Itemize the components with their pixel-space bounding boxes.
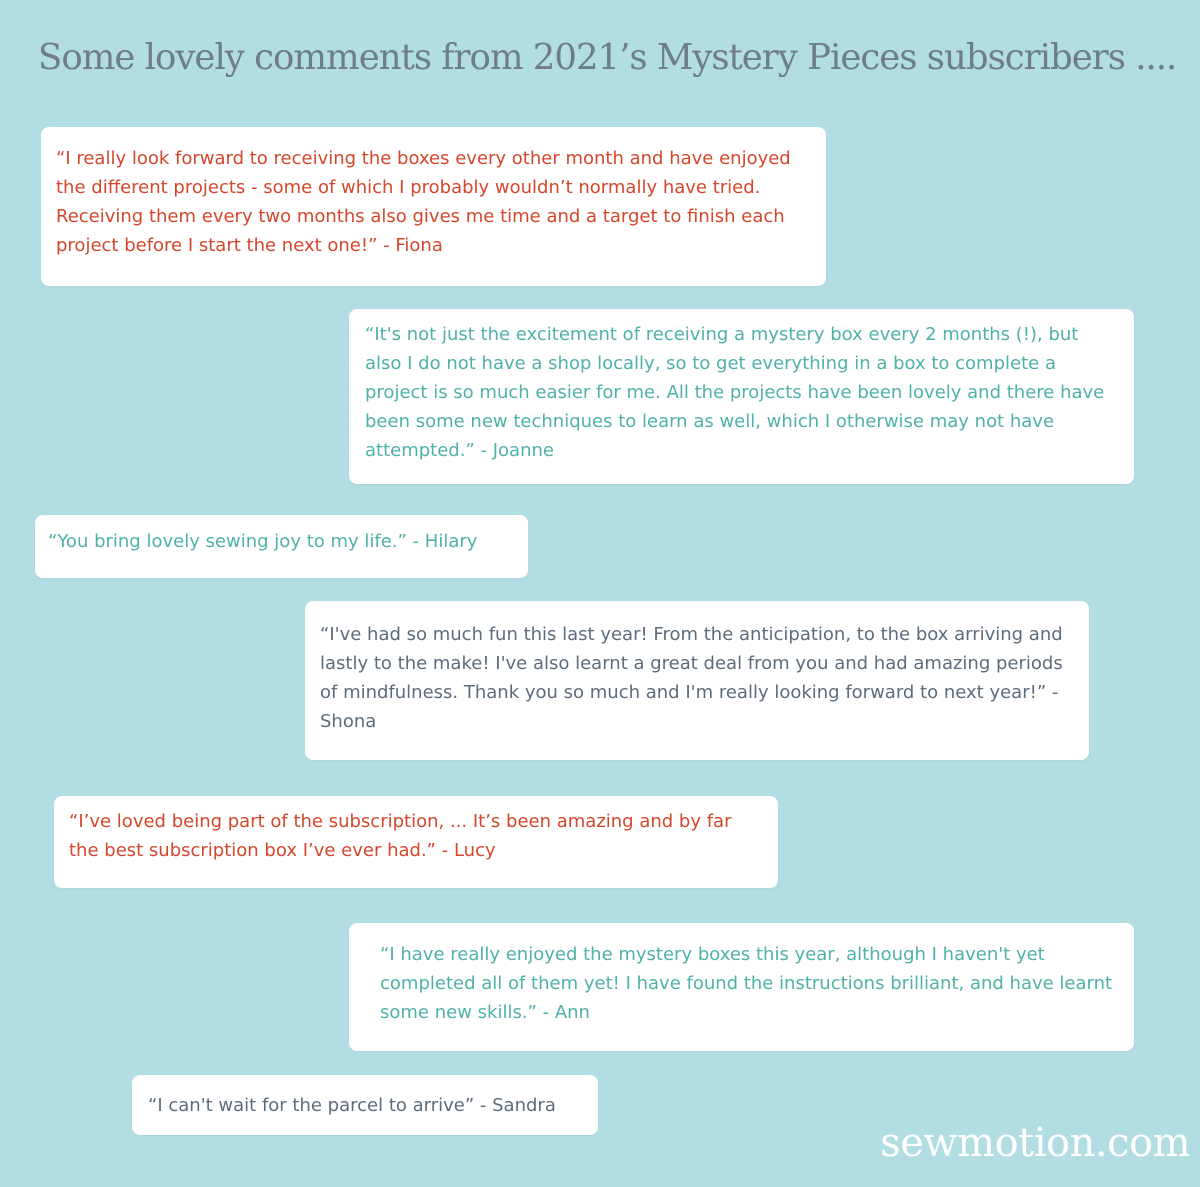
testimonial-quote: “I can't wait for the parcel to arrive” - Sandra bbox=[148, 1095, 556, 1116]
testimonial-card-fiona bbox=[41, 127, 826, 286]
testimonial-quote: “You bring lovely sewing joy to my life.” - Hilary bbox=[48, 531, 478, 552]
testimonial-quote: “I have really enjoyed the mystery boxes this year, although I haven't yet completed all of them yet! I have found the instructions brilliant, and have learnt some new skills.” - Ann bbox=[380, 944, 1113, 1023]
testimonial-quote: “I really look forward to receiving the boxes every other month and have enjoyed the different projects - some of which I probably wouldn’t normally have tried. Receiving them every two months also gives me time and a target to finish each project before I start the next one!” - Fiona bbox=[56, 148, 791, 256]
testimonial-card-sandra bbox=[132, 1075, 598, 1135]
testimonial-card-shona bbox=[305, 601, 1089, 760]
testimonial-card-lucy bbox=[54, 796, 778, 888]
testimonial-quote: “I’ve loved being part of the subscription, ... It’s been amazing and by far the best subscription box I’ve ever had.” - Lucy bbox=[69, 811, 732, 861]
testimonial-card-joanne bbox=[349, 309, 1134, 484]
testimonial-quote: “I've had so much fun this last year! From the anticipation, to the box arriving and lastly to the make! I've also learnt a great deal from you and had amazing periods of mindfulness. Thank you so much and I'm really looking forward to next year!” - Shona bbox=[320, 624, 1063, 732]
page-title: Some lovely comments from 2021’s Mystery Pieces subscribers .... bbox=[38, 37, 1177, 78]
testimonial-card-ann bbox=[349, 923, 1134, 1051]
site-watermark: sewmotion.com bbox=[880, 1120, 1190, 1166]
testimonial-quote: “It's not just the excitement of receiving a mystery box every 2 months (!), but also I do not have a shop locally, so to get everything in a box to complete a project is so much easier for me. All the projects have been lovely and there have been some new techniques to learn as well, which I otherwise may not have attempted.” - Joanne bbox=[365, 324, 1105, 461]
testimonial-card-hilary bbox=[35, 515, 528, 578]
